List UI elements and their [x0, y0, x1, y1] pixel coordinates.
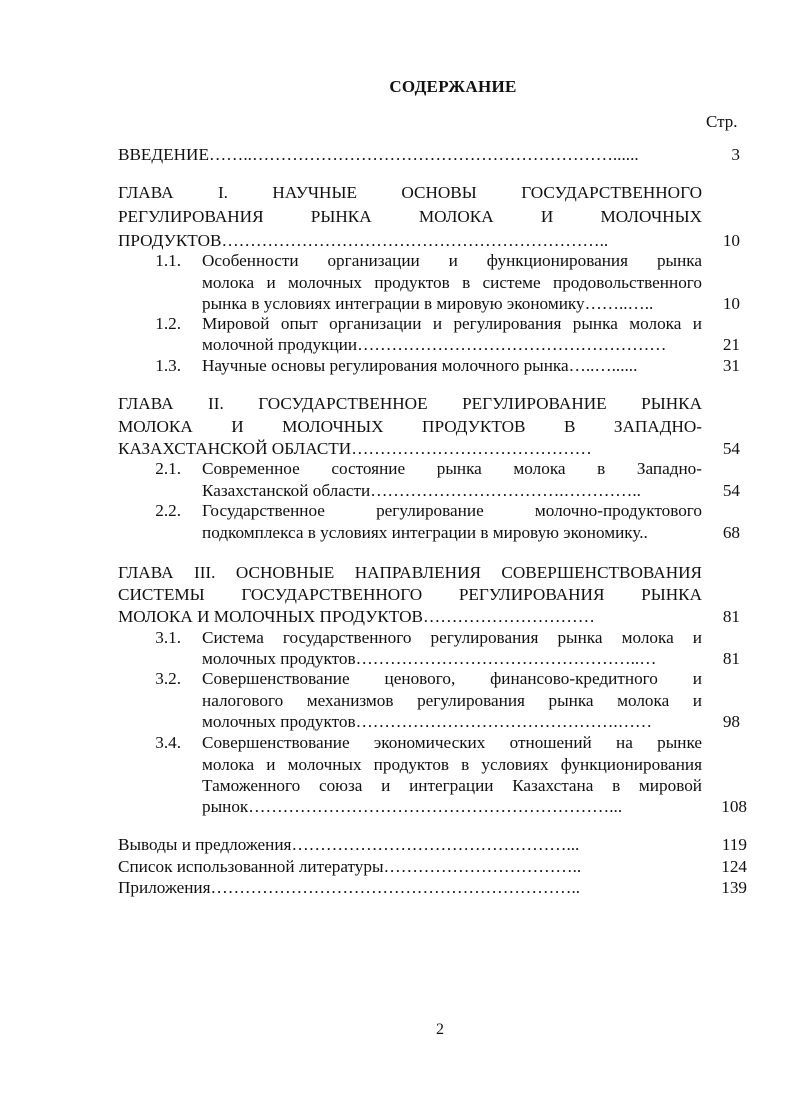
toc-entry-text: Список использованной литературы……………………………..: [118, 857, 582, 876]
chapter-title-line: СИСТЕМЫ ГОСУДАРСТВЕННОГО РЕГУЛИРОВАНИЯ РЫНКА: [118, 585, 702, 604]
section-title-line: Казахстанской области…………………………….…………..: [202, 481, 641, 500]
section-title-line: налогового механизмов регулирования рынка молока и: [202, 691, 702, 710]
section-number: 3.2.: [155, 669, 181, 688]
chapter-title-line: МОЛОКА И МОЛОЧНЫХ ПРОДУКТОВ…………………………: [118, 607, 595, 626]
section-title-line: подкомплекса в условиях интеграции в мировую экономику..: [202, 523, 648, 542]
page-number: 2: [436, 1021, 444, 1038]
toc-entry-page: 3: [731, 145, 740, 164]
section-title-line: Совершенствование экономических отношений на рынке: [202, 733, 702, 752]
toc-entry-page: 108: [721, 797, 747, 816]
toc-entry-text: ВВЕДЕНИЕ……..………………………………………………………......: [118, 145, 639, 164]
section-title-line: молочных продуктов……………………………………….……: [202, 712, 653, 731]
section-number: 1.3.: [155, 356, 181, 375]
toc-entry-text: Выводы и предложения…………………………………………...: [118, 835, 580, 854]
toc-entry-page: 68: [722, 523, 740, 542]
toc-entry-text: Приложения………………………………………………………..: [118, 878, 581, 897]
toc-entry-page: 119: [721, 835, 747, 854]
section-number: 1.2.: [155, 314, 181, 333]
toc-title: СОДЕРЖАНИЕ: [389, 77, 517, 96]
toc-entry-page: 54: [722, 481, 740, 500]
section-title-line: Таможенного союза и интеграции Казахстана в мировой: [202, 776, 702, 795]
section-number: 2.2.: [155, 501, 181, 520]
chapter-title-line: ПРОДУКТОВ…………………………………………………………..: [118, 231, 609, 250]
toc-entry-page: 10: [722, 231, 740, 250]
section-title-line: молока и молочных продуктов в системе продовольственного: [202, 273, 702, 292]
toc-entry-page: 10: [722, 294, 740, 313]
section-title-line: рынка в условиях интеграции в мировую экономику……..…..: [202, 294, 654, 313]
section-number: 3.4.: [155, 733, 181, 752]
section-title-line: Научные основы регулирования молочного рынка…..…......: [202, 356, 638, 375]
toc-entry-page: 81: [722, 649, 740, 668]
toc-entry-page: 54: [722, 439, 740, 458]
section-title-line: рынок………………………………………………………...: [202, 797, 623, 816]
section-title-line: Система государственного регулирования рынка молока и: [202, 628, 702, 647]
chapter-title-line: КАЗАХСТАНСКОЙ ОБЛАСТИ……………………………………: [118, 439, 592, 458]
page-column-label: Стр.: [706, 112, 738, 131]
chapter-title-line: МОЛОКА И МОЛОЧНЫХ ПРОДУКТОВ В ЗАПАДНО-: [118, 417, 702, 436]
chapter-title-line: ГЛАВА III. ОСНОВНЫЕ НАПРАВЛЕНИЯ СОВЕРШЕНСТВОВАНИЯ: [118, 563, 702, 582]
section-title-line: Мировой опыт организации и регулирования рынка молока и: [202, 314, 702, 333]
section-title-line: Современное состояние рынка молока в Западно-: [202, 459, 702, 478]
section-number: 1.1.: [155, 251, 181, 270]
chapter-title-line: ГЛАВА II. ГОСУДАРСТВЕННОЕ РЕГУЛИРОВАНИЕ РЫНКА: [118, 394, 702, 413]
toc-entry-page: 139: [721, 878, 747, 897]
section-title-line: молока и молочных продуктов в условиях функционирования: [202, 755, 702, 774]
chapter-title-line: РЕГУЛИРОВАНИЯ РЫНКА МОЛОКА И МОЛОЧНЫХ: [118, 207, 702, 226]
chapter-title-line: ГЛАВА I. НАУЧНЫЕ ОСНОВЫ ГОСУДАРСТВЕННОГО: [118, 183, 702, 202]
section-number: 2.1.: [155, 459, 181, 478]
section-title-line: Особенности организации и функционирования рынка: [202, 251, 702, 270]
toc-entry-page: 98: [722, 712, 740, 731]
section-number: 3.1.: [155, 628, 181, 647]
section-title-line: Государственное регулирование молочно-продуктового: [202, 501, 702, 520]
section-title-line: молочных продуктов…………………………………………..…: [202, 649, 657, 668]
toc-entry-page: 81: [722, 607, 740, 626]
section-title-line: молочной продукции………………………………………………: [202, 335, 667, 354]
toc-entry-page: 31: [722, 356, 740, 375]
section-title-line: Совершенствование ценового, финансово-кредитного и: [202, 669, 702, 688]
toc-entry-page: 21: [722, 335, 740, 354]
toc-entry-page: 124: [721, 857, 747, 876]
